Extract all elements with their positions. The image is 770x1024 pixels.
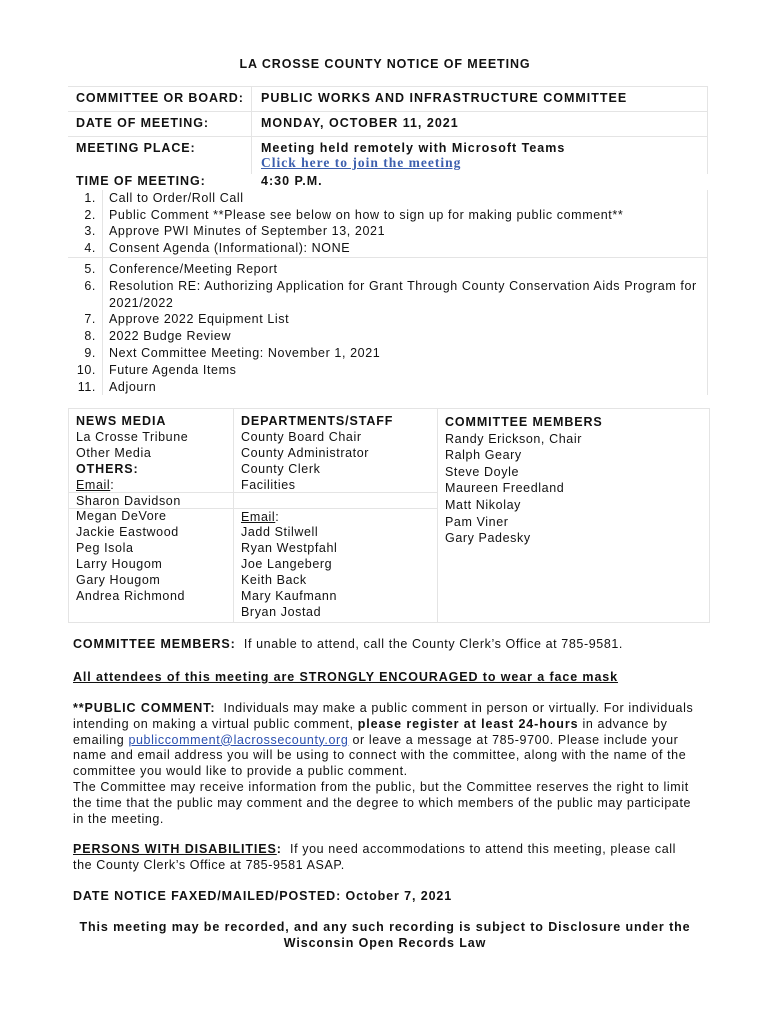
public-comment-text-2: in advance by emailing (73, 716, 668, 747)
news-media-heading: NEWS MEDIA (76, 414, 167, 428)
dept-spacer (241, 494, 436, 510)
agenda-item-text: Approve PWI Minutes of September 13, 2021 (109, 224, 386, 238)
dept-email-item: Bryan Jostad (241, 604, 322, 619)
dept-item: County Clerk (241, 461, 321, 476)
agenda-divider (102, 190, 103, 395)
dept-email-item: Joe Langeberg (241, 557, 333, 572)
agenda-right-border (707, 190, 708, 395)
news-media-column (76, 414, 231, 605)
members-note-text: If unable to attend, call the County Clerk’s Office at 785-9581. (243, 637, 624, 651)
agenda-item-text: Resolution RE: Authorizing Application for Grant Through County Conservation Aids Program for 2021/2022 (109, 279, 697, 310)
member-item: Steve Doyle (445, 464, 519, 479)
dept-email-label: Email (241, 509, 276, 524)
committee-label: COMMITTEE OR BOARD: (76, 91, 244, 105)
dist-divider-1 (233, 409, 234, 622)
join-meeting-link[interactable]: Click here to join the meeting (261, 155, 462, 170)
committee-row (68, 86, 708, 111)
dept-item: County Board Chair (241, 429, 362, 444)
agenda-item-text: Adjourn (109, 380, 157, 394)
public-comment-email-link[interactable]: publiccomment@lacrossecounty.org (128, 732, 349, 747)
agenda-item-text: Consent Agenda (Informational): NONE (109, 240, 351, 255)
date-value: MONDAY, OCTOBER 11, 2021 (261, 116, 459, 130)
agenda-item-text: 2022 Budge Review (109, 329, 232, 343)
agenda-item-number: 9. (84, 346, 96, 360)
agenda-item-number: 2. (84, 207, 96, 222)
others-item: Larry Hougom (76, 557, 163, 572)
recording-disclosure: This meeting may be recorded, and any such recording is subject to Disclosure under the Wisconsin Open Records Law (79, 920, 691, 950)
departments-heading: DEPARTMENTS/STAFF (241, 414, 394, 428)
member-item: Matt Nikolay (445, 497, 521, 512)
member-item: Pam Viner (445, 514, 509, 529)
agenda-list (68, 190, 708, 400)
distribution-table (68, 408, 710, 623)
others-item: Megan DeVore (76, 509, 167, 524)
dept-item: Facilities (241, 477, 296, 492)
dept-email-item: Mary Kaufmann (241, 589, 338, 604)
committee-value: PUBLIC WORKS AND INFRASTRUCTURE COMMITTEE (261, 91, 628, 105)
header-divider (251, 86, 252, 174)
time-label: TIME OF MEETING: (76, 174, 206, 188)
departments-column (241, 414, 436, 621)
agenda-item-number: 7. (84, 312, 96, 326)
dept-email-line: Email: (241, 509, 280, 524)
member-item: Ralph Geary (445, 448, 522, 463)
dept-email-item: Keith Back (241, 573, 307, 588)
others-item: Peg Isola (76, 541, 134, 556)
members-note-label: COMMITTEE MEMBERS: (73, 637, 236, 651)
others-item: Andrea Richmond (76, 588, 186, 603)
page-title: LA CROSSE COUNTY NOTICE OF MEETING (239, 57, 531, 71)
others-email-label: Email (76, 477, 111, 492)
time-value: 4:30 P.M. (261, 174, 323, 188)
others-item: Sharon Davidson (76, 493, 181, 508)
member-item: Gary Padesky (445, 531, 531, 546)
agenda-item-text: Future Agenda Items (109, 363, 237, 377)
notice-posted-date: DATE NOTICE FAXED/MAILED/POSTED: October 7, 2021 (73, 889, 453, 903)
place-value: Meeting held remotely with Microsoft Teams (261, 141, 566, 155)
agenda-item-number: 5. (84, 262, 96, 276)
agenda-item-number: 3. (84, 224, 96, 238)
public-comment-section (73, 701, 698, 827)
dept-item: County Administrator (241, 445, 370, 460)
public-comment-label: **PUBLIC COMMENT: (73, 701, 216, 715)
agenda-item-number: 1. (84, 191, 96, 205)
members-heading: COMMITTEE MEMBERS (445, 415, 603, 429)
time-row (68, 174, 708, 190)
header-right-border (707, 86, 708, 174)
public-comment-register: please register at least 24-hours (357, 716, 579, 731)
others-heading: OTHERS: (76, 461, 139, 476)
agenda-item-number: 4. (84, 240, 96, 255)
dist-divider-2 (437, 409, 438, 622)
others-email-line: Email: (76, 477, 115, 492)
public-comment-text-1: Individuals may make a public comment in person or virtually. For individuals intending on making a virtual public comment, (73, 701, 694, 731)
place-row (68, 136, 708, 175)
public-comment-text-3: or leave a message at 785-9700. Please include your name and email address you will be using to connect with the committee, along with the name of the committee you would like to provide a public comment. (73, 732, 687, 779)
agenda-item-number: 11. (77, 380, 96, 394)
dept-email-item: Jadd Stilwell (241, 525, 319, 540)
others-item: Jackie Eastwood (76, 525, 179, 540)
agenda-item-number: 6. (84, 279, 96, 293)
agenda-item-text: Approve 2022 Equipment List (109, 312, 290, 326)
agenda-item-text: Call to Order/Roll Call (109, 191, 244, 205)
committee-members-column (445, 414, 705, 547)
date-label: DATE OF MEETING: (76, 116, 209, 130)
disabilities-label: PERSONS WITH DISABILITIES (73, 842, 277, 856)
news-item: Other Media (76, 445, 152, 460)
agenda-separator (68, 257, 708, 258)
disabilities-text: If you need accommodations to attend this meeting, please call the County Clerk’s Office at 785-9581 ASAP. (73, 842, 677, 872)
news-item: La Crosse Tribune (76, 429, 189, 444)
committee-members-note (73, 637, 698, 653)
agenda-item-text: Public Comment **Please see below on how to sign up for making public comment** (109, 207, 624, 222)
public-comment-text-4: The Committee may receive information from the public, but the Committee reserves the right to limit the time that the public may comment and the degree to which members of the public may participate in the meeting. (73, 779, 692, 826)
dept-email-item: Ryan Westpfahl (241, 541, 338, 556)
agenda-item-text: Conference/Meeting Report (109, 262, 278, 276)
agenda-item-text: Next Committee Meeting: November 1, 2021 (109, 346, 381, 360)
others-item: Gary Hougom (76, 573, 161, 588)
face-mask-notice: All attendees of this meeting are STRONGLY ENCOURAGED to wear a face mask (73, 670, 619, 684)
agenda-item-number: 8. (84, 329, 96, 343)
member-item: Maureen Freedland (445, 481, 565, 496)
place-label: MEETING PLACE: (76, 141, 196, 155)
agenda-item-number: 10. (76, 363, 96, 377)
member-item: Randy Erickson, Chair (445, 431, 582, 446)
date-row (68, 111, 708, 136)
meeting-header-table (68, 86, 708, 186)
disabilities-section: PERSONS WITH DISABILITIES: If you need accommodations to attend this meeting, please call the County Clerk’s Office at 785-9581 ASAP. (73, 842, 677, 872)
